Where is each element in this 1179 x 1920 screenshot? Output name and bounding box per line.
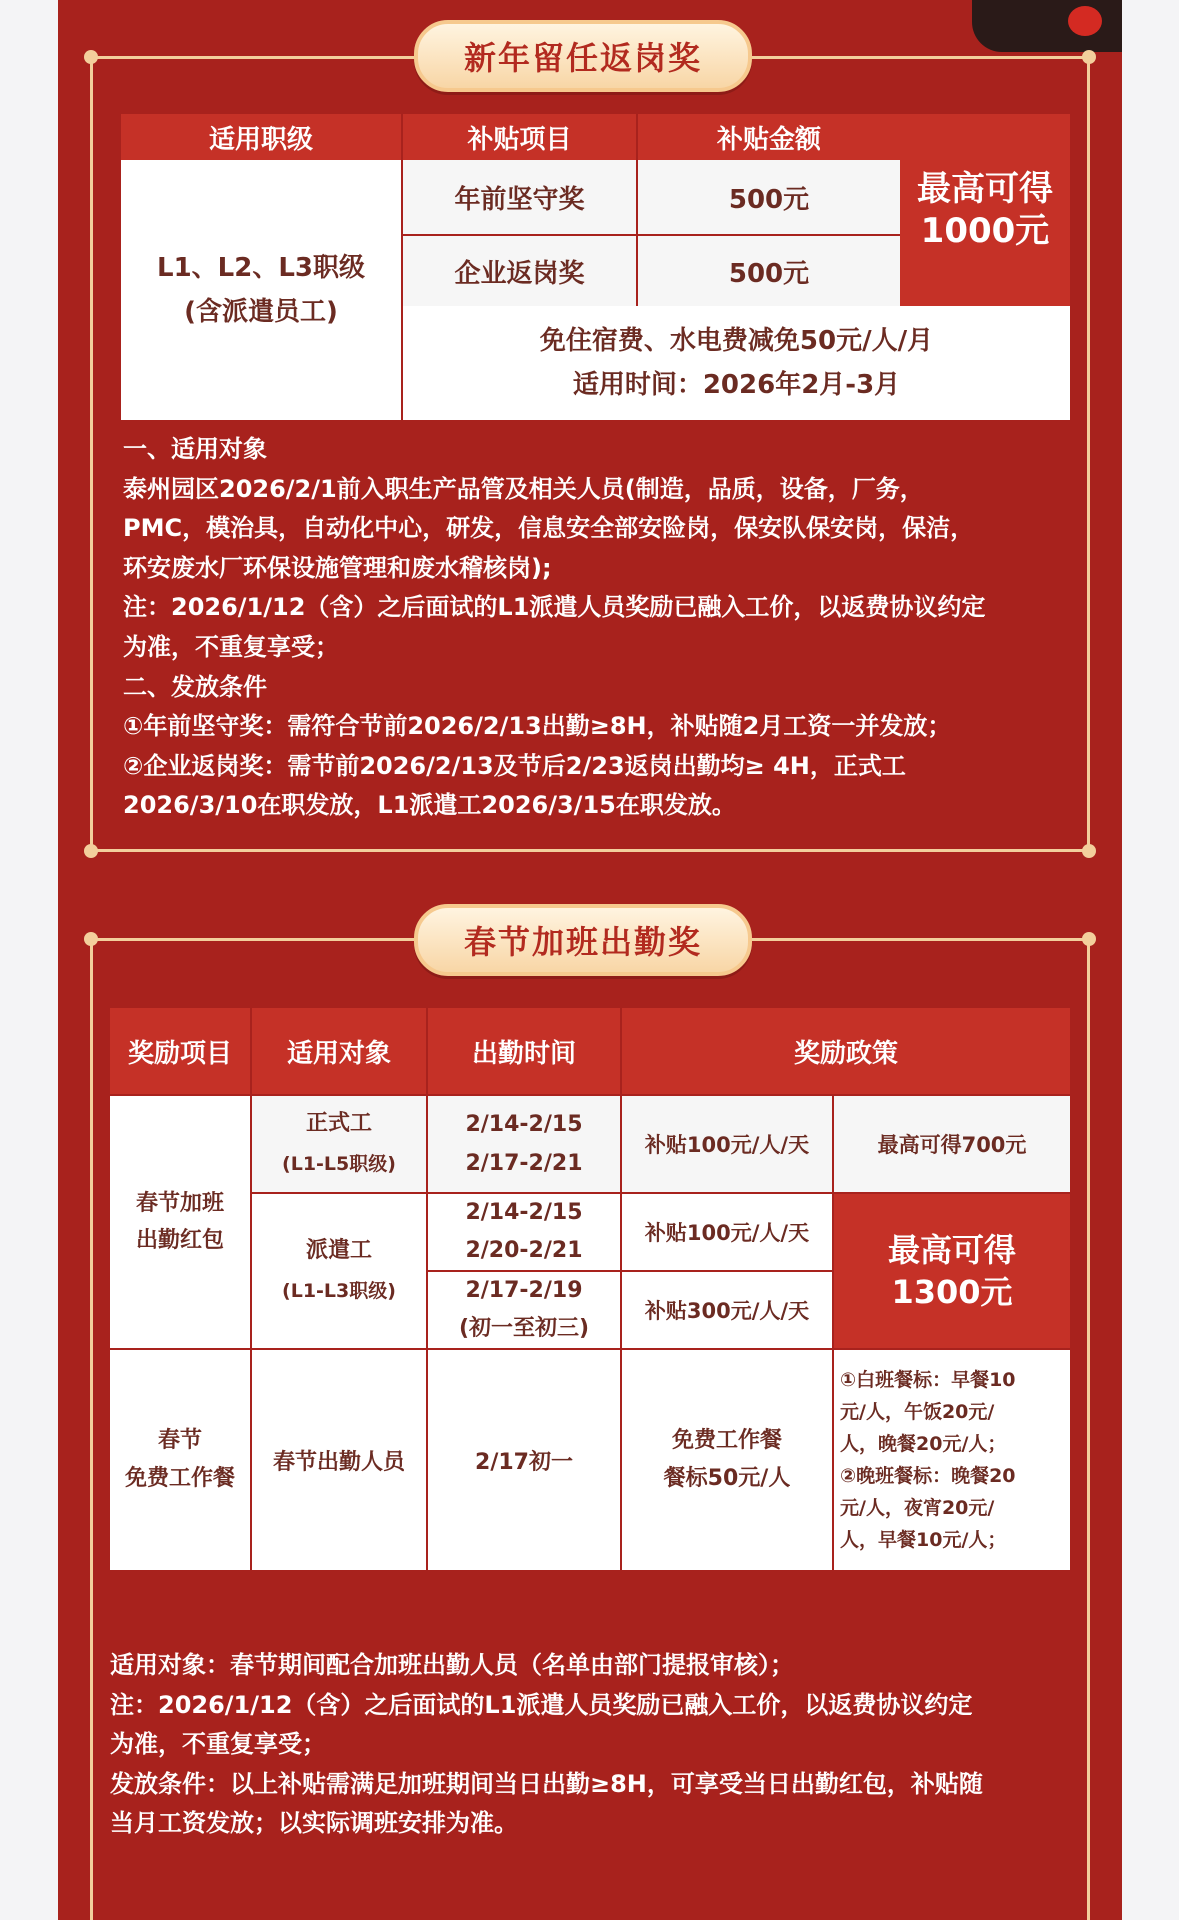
- formal-max: 最高可得700元: [834, 1096, 1070, 1192]
- formal-level: (L1-L5职级): [282, 1153, 396, 1175]
- dispatch-target: 派遣工: [305, 1238, 372, 1263]
- meal-date: 2/17初一: [428, 1350, 620, 1570]
- frame-corner-dot: [84, 932, 98, 946]
- dispatch-date: 2/14-2/15: [465, 1200, 583, 1225]
- frame-corner-dot: [1082, 50, 1096, 64]
- note-line: 二、发放条件: [123, 672, 267, 701]
- note-line: 为准，不重复享受；: [123, 632, 339, 661]
- extra-benefit-text: 免住宿费、水电费减免50元/人/月: [539, 326, 934, 356]
- note-line: 发放条件：以上补贴需满足加班期间当日出勤≥8H，可享受当日出勤红包，补贴随: [110, 1769, 983, 1798]
- table1-item-amount: 500元: [638, 160, 900, 234]
- note-line: 一、适用对象: [123, 435, 267, 463]
- note-line: ②企业返岗奖：需节前2026/2/13及节后2/23返岗出勤均≥ 4H，正式工: [123, 751, 906, 780]
- meal-name-line: 春节: [157, 1428, 202, 1453]
- frame-corner-dot: [1082, 844, 1096, 858]
- meal-name-line: 免费工作餐: [124, 1466, 235, 1491]
- formal-date: 2/14-2/15: [465, 1112, 583, 1137]
- corner-decoration: [972, 0, 1122, 52]
- meal-detail-line: 人，晚餐20元/人；: [840, 1433, 1007, 1455]
- dispatch-target-cell: [252, 1194, 426, 1348]
- meal-detail-line: 元/人，午饭20元/: [840, 1401, 995, 1423]
- section2-title-badge: [414, 904, 752, 976]
- section1-title-badge: [414, 20, 752, 92]
- dispatch-dates1-cell: [428, 1194, 620, 1270]
- redpacket-name-line: 春节加班: [135, 1191, 224, 1216]
- dispatch-date: 2/20-2/21: [465, 1238, 583, 1263]
- meal-detail-line: 人，早餐10元/人；: [840, 1529, 1007, 1551]
- highlight-label: 最高可得: [917, 169, 1053, 209]
- dispatch-date-note: (初一至初三): [458, 1316, 590, 1341]
- formal-target: 正式工: [305, 1111, 372, 1136]
- formal-subsidy: 补贴100元/人/天: [622, 1096, 832, 1192]
- section1-title: 新年留任返岗奖: [463, 39, 702, 77]
- note-line: 2026/3/10在职发放，L1派遣工2026/3/15在职发放。: [123, 791, 736, 820]
- table1-item-name: 企业返岗奖: [403, 236, 636, 306]
- meal-target: 春节出勤人员: [252, 1350, 426, 1570]
- table1-extra-benefit: [403, 306, 1070, 420]
- table2-header-date: 出勤时间: [428, 1008, 620, 1094]
- table2-highlight: [834, 1194, 1070, 1348]
- note-line: PMC，模治具，自动化中心，研发，信息安全部安险岗，保安队保安岗，保洁，: [123, 514, 975, 543]
- table1-highlight: [900, 114, 1070, 306]
- level-note: (含派遣员工): [184, 297, 338, 327]
- note-line: 环安废水厂环保设施管理和废水稽核岗);: [123, 553, 552, 582]
- meal-detail-line: ②晚班餐标：晚餐20: [840, 1465, 1016, 1487]
- frame-corner-dot: [84, 844, 98, 858]
- section2-notes: [110, 1646, 983, 1844]
- table1-header-level: 适用职级: [121, 114, 401, 160]
- highlight-amount: 1300元: [891, 1273, 1013, 1311]
- table1-header-item: 补贴项目: [403, 114, 636, 160]
- extra-benefit-period: 适用时间：2026年2月-3月: [572, 370, 901, 400]
- meal-standard: 餐标50元/人: [663, 1466, 791, 1491]
- highlight-amount: 1000元: [920, 211, 1050, 251]
- section2-title: 春节加班出勤奖: [463, 923, 702, 961]
- level-text: L1、L2、L3职级: [157, 253, 365, 283]
- note-line: 注：2026/1/12（含）之后面试的L1派遣人员奖励已融入工价，以返费协议约定: [123, 593, 986, 622]
- meal-policy: 免费工作餐: [671, 1428, 782, 1453]
- table1-header-amount: 补贴金额: [638, 114, 900, 160]
- table2-header-target: 适用对象: [252, 1008, 426, 1094]
- dispatch-level: (L1-L3职级): [282, 1280, 396, 1302]
- frame-corner-dot: [1082, 932, 1096, 946]
- frame-corner-dot: [84, 50, 98, 64]
- meal-detail-line: 元/人，夜宵20元/: [840, 1497, 995, 1519]
- meal-detail-line: ①白班餐标：早餐10: [840, 1369, 1016, 1391]
- table2-header-item: 奖励项目: [110, 1008, 250, 1094]
- note-line: ①年前坚守奖：需符合节前2026/2/13出勤≥8H，补贴随2月工资一并发放；: [123, 712, 952, 741]
- meal-policy-cell: [622, 1350, 832, 1570]
- note-line: 注：2026/1/12（含）之后面试的L1派遣人员奖励已融入工价，以返费协议约定: [110, 1690, 973, 1719]
- meal-name-cell: [110, 1350, 250, 1570]
- table1-item-amount: 500元: [638, 236, 900, 306]
- redpacket-name-cell: [110, 1096, 250, 1348]
- dispatch-dates2-cell: [428, 1272, 620, 1348]
- note-line: 当月工资发放；以实际调班安排为准。: [110, 1809, 518, 1838]
- highlight-label: 最高可得: [887, 1231, 1016, 1269]
- section1-notes: [123, 430, 985, 826]
- formal-target-cell: [252, 1096, 426, 1192]
- redpacket-name-line: 出勤红包: [135, 1228, 224, 1253]
- note-line: 为准，不重复享受；: [110, 1730, 326, 1759]
- table1-level-cell: [121, 160, 401, 420]
- table1-item-name: 年前坚守奖: [403, 160, 636, 234]
- meal-detail-cell: [834, 1350, 1070, 1570]
- note-line: 泰州园区2026/2/1前入职生产品管及相关人员(制造，品质，设备，厂务，: [123, 474, 924, 503]
- formal-date: 2/17-2/21: [465, 1151, 583, 1176]
- dispatch-date: 2/17-2/19: [465, 1278, 583, 1303]
- dispatch-subsidy1: 补贴100元/人/天: [622, 1194, 832, 1270]
- table2-header-policy: 奖励政策: [622, 1008, 1070, 1094]
- dispatch-subsidy2: 补贴300元/人/天: [622, 1272, 832, 1348]
- note-line: 适用对象：春节期间配合加班出勤人员（名单由部门提报审核）；: [110, 1651, 794, 1679]
- poster: [58, 0, 1122, 1920]
- formal-dates-cell: [428, 1096, 620, 1192]
